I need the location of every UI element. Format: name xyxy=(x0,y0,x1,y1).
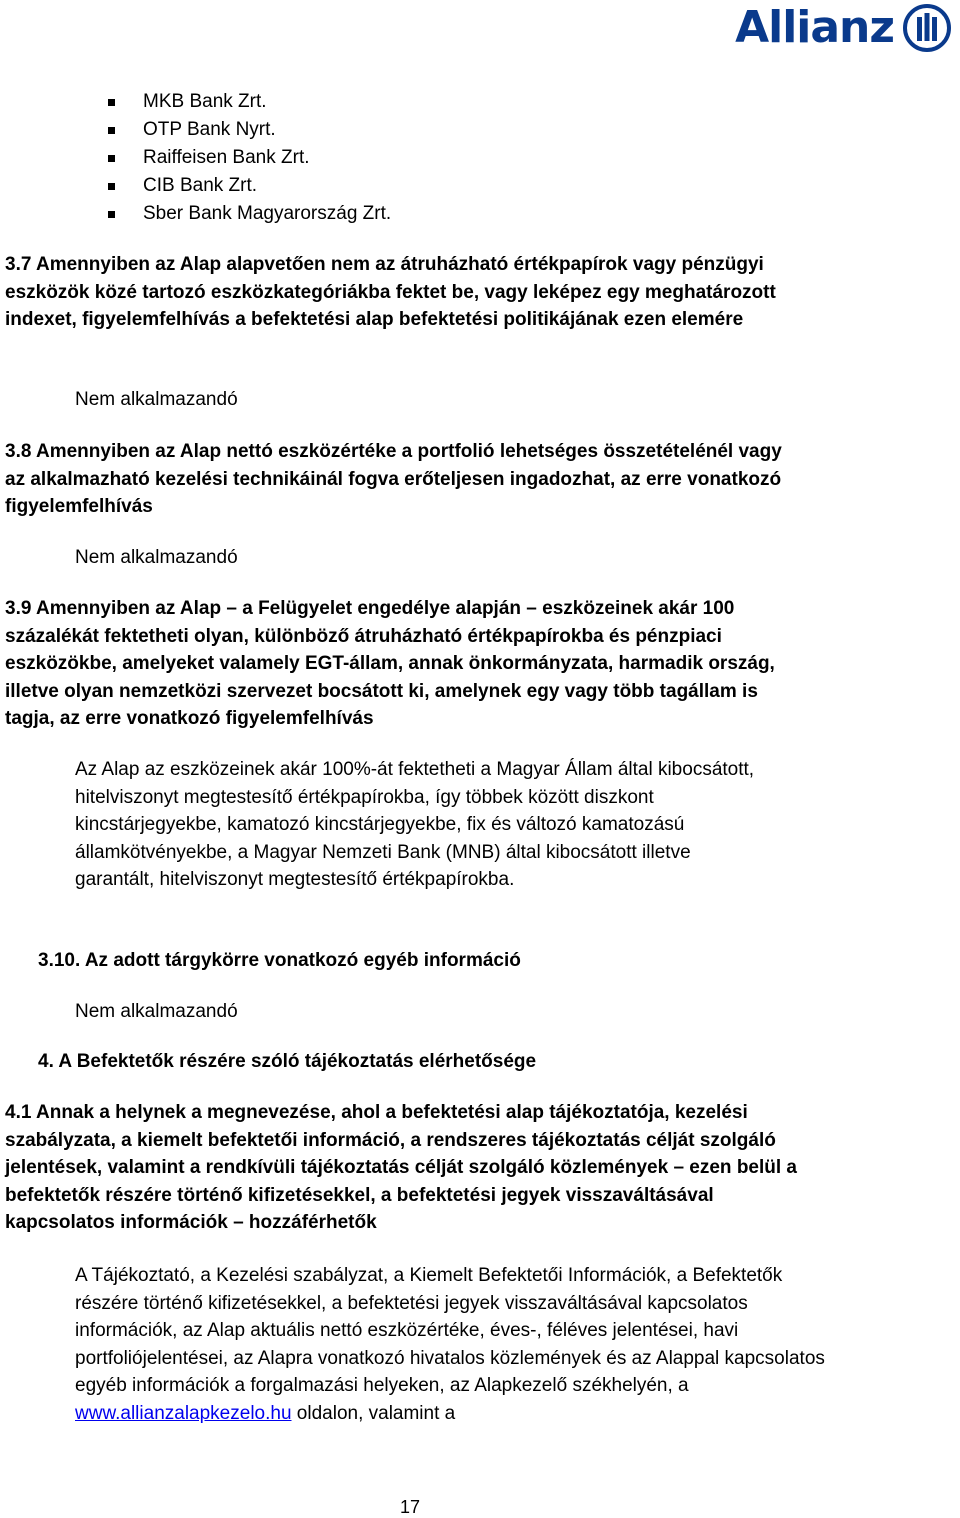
section-3-8-heading: 3.8 Amennyiben az Alap nettó eszközértéke a portfolió lehetséges összetételénél vagy az alkalmazható kezelési technikáinál fogva erőteljesen ingadozhat, az erre vonatkozó figyelemfelhívás xyxy=(5,441,782,517)
bullet-icon xyxy=(108,127,115,134)
bank-list xyxy=(108,88,391,228)
bullet-icon xyxy=(108,211,115,218)
logo-text: Allianz xyxy=(735,2,894,53)
bullet-icon xyxy=(108,99,115,106)
section-3-10-body: Nem alkalmazandó xyxy=(75,1001,238,1022)
list-item: Raiffeisen Bank Zrt. xyxy=(108,144,391,172)
section-3-7-body: Nem alkalmazandó xyxy=(75,389,238,410)
section-3-9-body: Az Alap az eszközeinek akár 100%-át fektetheti a Magyar Állam által kibocsátott, hitelviszonyt megtestesítő értékpapírokba, így többek között diszkont kincstárjegyekbe, kamatozó kincstárjegyekbe, fix és változó kamatozású államkötvényekbe, a Magyar Nemzeti Bank (MNB) által kibocsátott illetve garantált, hitelviszonyt megtestesítő értékpapírokba. xyxy=(75,759,755,890)
bullet-icon xyxy=(108,155,115,162)
section-4-1-heading: 4.1 Annak a helynek a megnevezése, ahol a befektetési alap tájékoztatója, kezelési szabályzata, a kiemelt befektetői információ, a rendszeres tájékoztatás célját szolgáló jelentések, valamint a rendkívüli tájékoztatás célját szolgáló közlemények – ezen belül a befektetők részére történő kifizetésekkel, a befektetési jegyek visszaváltásával kapcsolatos információk – hozzáférhetők xyxy=(5,1102,797,1233)
bullet-icon xyxy=(108,183,115,190)
list-item: CIB Bank Zrt. xyxy=(108,172,391,200)
section-3-8-body: Nem alkalmazandó xyxy=(75,547,238,568)
website-link[interactable]: www.allianzalapkezelo.hu xyxy=(75,1402,292,1424)
section-4-1-body: A Tájékoztató, a Kezelési szabályzat, a Kiemelt Befektetői Információk, a Befektetők részére történő kifizetésekkel, a befektetési jegyek visszaváltásával kapcsolatos információk, az Alap aktuális nettó eszközértéke, éves-, féléves jelentései, havi portfoliójelentései, az Alapra vonatkozó hivatalos közlemények és az Alappal kapcsolatos egyéb információk a forgalmazási helyeken, az Alapkezelő székhelyén, a www.allianzalapkezelo.hu oldalon, valamint a xyxy=(75,1265,825,1424)
allianz-logo xyxy=(735,2,952,53)
section-4-heading: 4. A Befektetők részére szóló tájékoztatás elérhetősége xyxy=(38,1051,537,1072)
section-3-10-heading: 3.10. Az adott tárgykörre vonatkozó egyéb információ xyxy=(38,950,521,971)
list-item: OTP Bank Nyrt. xyxy=(108,116,391,144)
list-item: Sber Bank Magyarország Zrt. xyxy=(108,200,391,228)
list-item: MKB Bank Zrt. xyxy=(108,88,391,116)
section-3-9-heading: 3.9 Amennyiben az Alap – a Felügyelet engedélye alapján – eszközeinek akár 100 százalékát fektetheti olyan, különböző átruházható értékpapírokba és pénzpiaci eszközökbe, amelyeket valamely EGT-állam, annak önkormányzata, harmadik ország, illetve olyan nemzetközi szervezet bocsátott ki, amelynek egy vagy több tagállam is tagja, az erre vonatkozó figyelemfelhívás xyxy=(5,598,775,729)
page-number: 17 xyxy=(399,1497,421,1517)
allianz-eagle-icon xyxy=(902,3,952,53)
section-3-7-heading: 3.7 Amennyiben az Alap alapvetően nem az átruházható értékpapírok vagy pénzügyi eszközök közé tartozó eszközkategóriákba fektet be, vagy leképez egy meghatározott indexet, figyelemfelhívás a befektetési alap befektetési politikájának ezen elemére xyxy=(5,254,776,330)
